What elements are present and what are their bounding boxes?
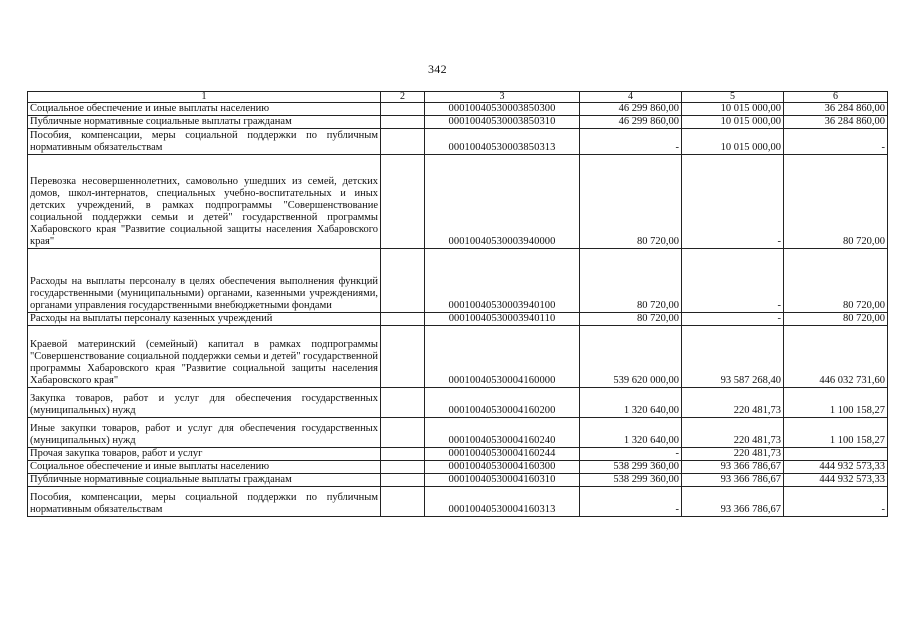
table-row bbox=[28, 326, 888, 388]
row-value-col6: 36 284 860,00 bbox=[784, 103, 888, 116]
row-name-cell: Расходы на выплаты персоналу в целях обеспечения выполнения функций государственными (муниципальными) органами, казенными учреждениями, органами управления государственными внебюджетными фондами bbox=[28, 249, 381, 313]
row-code-cell: 00010040530003850300 bbox=[425, 103, 580, 116]
row-value-col4: 46 299 860,00 bbox=[580, 103, 682, 116]
row-value-col4: - bbox=[580, 487, 682, 517]
row-value-col6: 80 720,00 bbox=[784, 155, 888, 249]
row-name-cell: Пособия, компенсации, меры социальной поддержки по публичным нормативным обязательствам bbox=[28, 487, 381, 517]
row-value-col5: 10 015 000,00 bbox=[682, 129, 784, 155]
table-row bbox=[28, 155, 888, 249]
row-value-col5: 10 015 000,00 bbox=[682, 103, 784, 116]
row-value-col4: 538 299 360,00 bbox=[580, 461, 682, 474]
table-row bbox=[28, 249, 888, 313]
row-value-col5: - bbox=[682, 313, 784, 326]
row-code-cell: 00010040530004160244 bbox=[425, 448, 580, 461]
row-code-cell: 00010040530004160000 bbox=[425, 326, 580, 388]
row-code-cell: 00010040530003940100 bbox=[425, 249, 580, 313]
row-name-cell: Прочая закупка товаров, работ и услуг bbox=[28, 448, 381, 461]
budget-table bbox=[27, 91, 888, 517]
row-value-col4: 1 320 640,00 bbox=[580, 388, 682, 418]
row-col2-cell bbox=[381, 103, 425, 116]
row-value-col4: 539 620 000,00 bbox=[580, 326, 682, 388]
row-name-cell: Расходы на выплаты персоналу казенных учреждений bbox=[28, 313, 381, 326]
column-header: 3 bbox=[425, 92, 580, 103]
row-value-col4: 538 299 360,00 bbox=[580, 474, 682, 487]
row-value-col5: 93 587 268,40 bbox=[682, 326, 784, 388]
row-value-col5: - bbox=[682, 249, 784, 313]
row-value-col5: 220 481,73 bbox=[682, 448, 784, 461]
row-value-col5: 220 481,73 bbox=[682, 418, 784, 448]
row-value-col4: 1 320 640,00 bbox=[580, 418, 682, 448]
row-code-cell: 00010040530004160200 bbox=[425, 388, 580, 418]
row-name-cell: Иные закупки товаров, работ и услуг для обеспечения государственных (муниципальных) нужд bbox=[28, 418, 381, 448]
row-col2-cell bbox=[381, 474, 425, 487]
row-col2-cell bbox=[381, 129, 425, 155]
row-name-cell: Социальное обеспечение и иные выплаты населению bbox=[28, 461, 381, 474]
row-col2-cell bbox=[381, 116, 425, 129]
row-name-cell: Социальное обеспечение и иные выплаты населению bbox=[28, 103, 381, 116]
row-value-col6: 1 100 158,27 bbox=[784, 388, 888, 418]
row-code-cell: 00010040530004160240 bbox=[425, 418, 580, 448]
row-col2-cell bbox=[381, 418, 425, 448]
column-header: 2 bbox=[381, 92, 425, 103]
row-code-cell: 00010040530004160313 bbox=[425, 487, 580, 517]
row-code-cell: 00010040530004160310 bbox=[425, 474, 580, 487]
page-number: 342 bbox=[428, 62, 447, 76]
row-value-col6: - bbox=[784, 487, 888, 517]
row-value-col6: 80 720,00 bbox=[784, 313, 888, 326]
row-value-col4: 46 299 860,00 bbox=[580, 116, 682, 129]
table-body bbox=[28, 92, 888, 517]
table-row bbox=[28, 129, 888, 155]
table-row bbox=[28, 487, 888, 517]
row-col2-cell bbox=[381, 448, 425, 461]
table-row bbox=[28, 313, 888, 326]
row-code-cell: 00010040530003850310 bbox=[425, 116, 580, 129]
row-col2-cell bbox=[381, 313, 425, 326]
row-value-col6: 444 932 573,33 bbox=[784, 461, 888, 474]
row-name-cell: Перевозка несовершеннолетних, самовольно ушедших из семей, детских домов, школ-интернатов, специальных учебно-воспитательных и иных детских учреждений, в рамках подпрограммы "Совершенствование социальной поддержки семьи и детей" государственной программы Хабаровского края "Развитие социальной защиты населения Хабаровского края" bbox=[28, 155, 381, 249]
row-value-col6: 1 100 158,27 bbox=[784, 418, 888, 448]
row-value-col4: - bbox=[580, 129, 682, 155]
row-name-cell: Пособия, компенсации, меры социальной поддержки по публичным нормативным обязательствам bbox=[28, 129, 381, 155]
row-col2-cell bbox=[381, 487, 425, 517]
row-value-col6: 80 720,00 bbox=[784, 249, 888, 313]
column-header-row bbox=[28, 92, 888, 103]
row-value-col6 bbox=[784, 448, 888, 461]
row-name-cell: Краевой материнский (семейный) капитал в рамках подпрограммы "Совершенствование социальной поддержки семьи и детей" государственной программы Хабаровского края "Развитие социальной защиты населения Хабаровского края" bbox=[28, 326, 381, 388]
column-header: 4 bbox=[580, 92, 682, 103]
table-row bbox=[28, 474, 888, 487]
row-value-col5: 93 366 786,67 bbox=[682, 487, 784, 517]
row-value-col4: - bbox=[580, 448, 682, 461]
column-header: 1 bbox=[28, 92, 381, 103]
row-col2-cell bbox=[381, 388, 425, 418]
row-value-col4: 80 720,00 bbox=[580, 249, 682, 313]
row-value-col6: - bbox=[784, 129, 888, 155]
row-value-col6: 446 032 731,60 bbox=[784, 326, 888, 388]
row-code-cell: 00010040530003850313 bbox=[425, 129, 580, 155]
row-value-col5: - bbox=[682, 155, 784, 249]
row-name-cell: Закупка товаров, работ и услуг для обеспечения государственных (муниципальных) нужд bbox=[28, 388, 381, 418]
row-value-col5: 93 366 786,67 bbox=[682, 474, 784, 487]
table-row bbox=[28, 448, 888, 461]
row-code-cell: 00010040530003940000 bbox=[425, 155, 580, 249]
row-col2-cell bbox=[381, 326, 425, 388]
row-name-cell: Публичные нормативные социальные выплаты гражданам bbox=[28, 116, 381, 129]
row-value-col6: 444 932 573,33 bbox=[784, 474, 888, 487]
row-col2-cell bbox=[381, 461, 425, 474]
table-row bbox=[28, 388, 888, 418]
column-header: 5 bbox=[682, 92, 784, 103]
row-value-col5: 93 366 786,67 bbox=[682, 461, 784, 474]
table-row bbox=[28, 461, 888, 474]
row-value-col4: 80 720,00 bbox=[580, 155, 682, 249]
row-col2-cell bbox=[381, 155, 425, 249]
row-value-col4: 80 720,00 bbox=[580, 313, 682, 326]
row-value-col6: 36 284 860,00 bbox=[784, 116, 888, 129]
table-row bbox=[28, 116, 888, 129]
row-code-cell: 00010040530003940110 bbox=[425, 313, 580, 326]
row-name-cell: Публичные нормативные социальные выплаты гражданам bbox=[28, 474, 381, 487]
row-value-col5: 220 481,73 bbox=[682, 388, 784, 418]
column-header: 6 bbox=[784, 92, 888, 103]
row-code-cell: 00010040530004160300 bbox=[425, 461, 580, 474]
table-row bbox=[28, 103, 888, 116]
table-row bbox=[28, 418, 888, 448]
row-col2-cell bbox=[381, 249, 425, 313]
row-value-col5: 10 015 000,00 bbox=[682, 116, 784, 129]
